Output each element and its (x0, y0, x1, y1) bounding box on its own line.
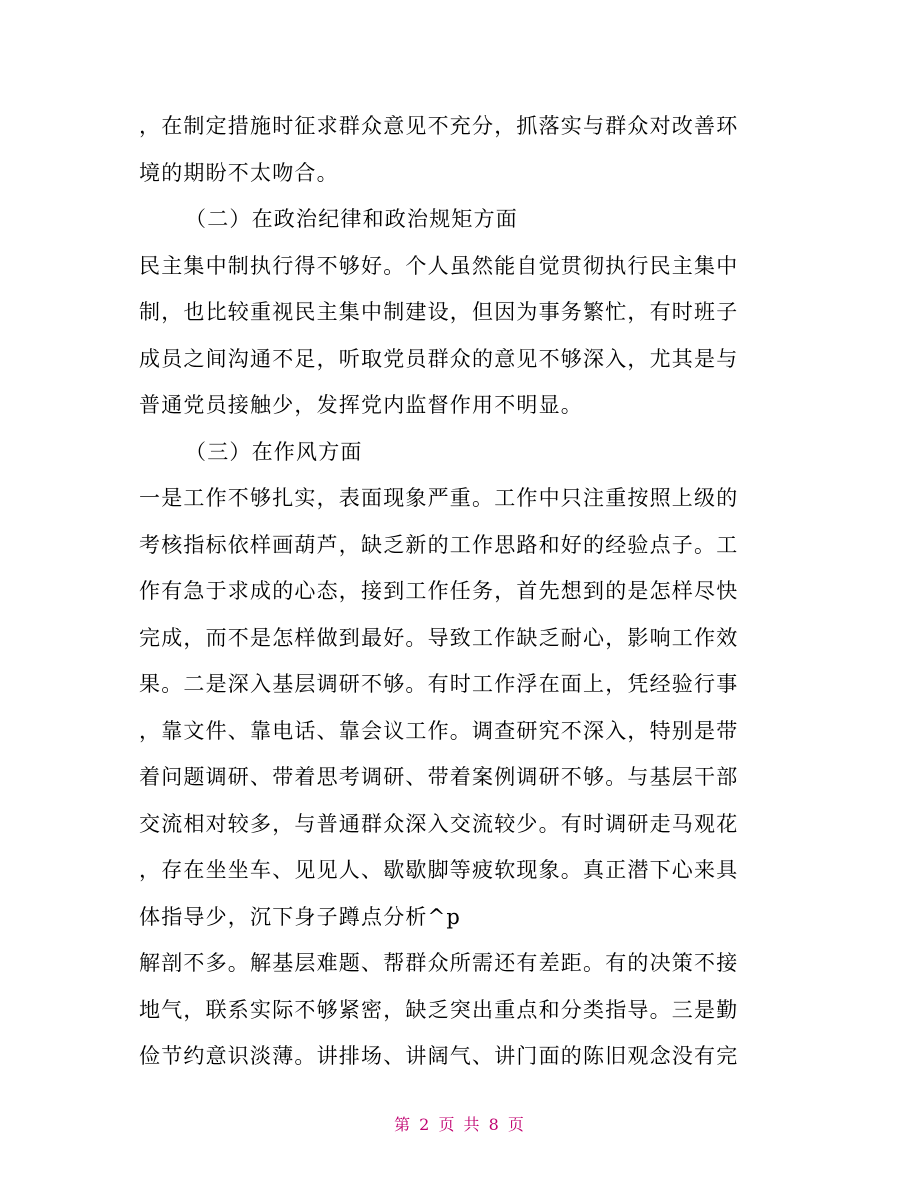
section-heading: （三）在作风方面 (185, 439, 363, 464)
text-line: 交流相对较多，与普通群众深入交流较少。有时调研走马观花 (139, 811, 739, 836)
text-line: ，存在坐坐车、见见人、歇歇脚等疲软现象。真正潜下心来具 (139, 858, 739, 882)
document-body (139, 103, 799, 1080)
text-line: 普通党员接触少，发挥党内监督作用不明显。 (139, 393, 583, 417)
text-line: 成员之间沟通不足，听取党员群众的意见不够深入，尤其是与 (139, 346, 739, 371)
text-line: 体指导少，沉下身子蹲点分析^p (139, 904, 462, 929)
text-line: 作有急于求成的心态，接到工作任务，首先想到的是怎样尽快 (139, 579, 739, 603)
text-line: 考核指标依样画葫芦，缺乏新的工作思路和好的经验点子。工 (139, 532, 739, 557)
text-line: 解剖不多。解基层难题、帮群众所需还有差距。有的决策不接 (139, 951, 739, 975)
page-number-footer: 第 2 页 共 8 页 (394, 1115, 526, 1134)
text-line: ，靠文件、靠电话、靠会议工作。调查研究不深入，特别是带 (139, 718, 739, 743)
text-line: 果。二是深入基层调研不够。有时工作浮在面上，凭经验行事 (139, 672, 739, 696)
section-heading: （二）在政治纪律和政治规矩方面 (185, 207, 518, 231)
text-line: 制，也比较重视民主集中制建设，但因为事务繁忙，有时班子 (139, 300, 739, 324)
text-line: ，在制定措施时征求群众意见不充分，抓落实与群众对改善环 (139, 114, 739, 138)
text-line: 民主集中制执行得不够好。个人虽然能自觉贯彻执行民主集中 (139, 253, 739, 278)
text-line: 俭节约意识淡薄。讲排场、讲阔气、讲门面的陈旧观念没有完 (139, 1044, 739, 1068)
text-line: 一是工作不够扎实，表面现象严重。工作中只注重按照上级的 (139, 486, 739, 510)
text-line: 完成，而不是怎样做到最好。导致工作缺乏耐心，影响工作效 (139, 625, 739, 650)
text-line: 着问题调研、带着思考调研、带着案例调研不够。与基层干部 (139, 765, 739, 789)
text-line: 境的期盼不太吻合。 (139, 160, 339, 185)
text-line: 地气，联系实际不够紧密，缺乏突出重点和分类指导。三是勤 (139, 997, 739, 1022)
